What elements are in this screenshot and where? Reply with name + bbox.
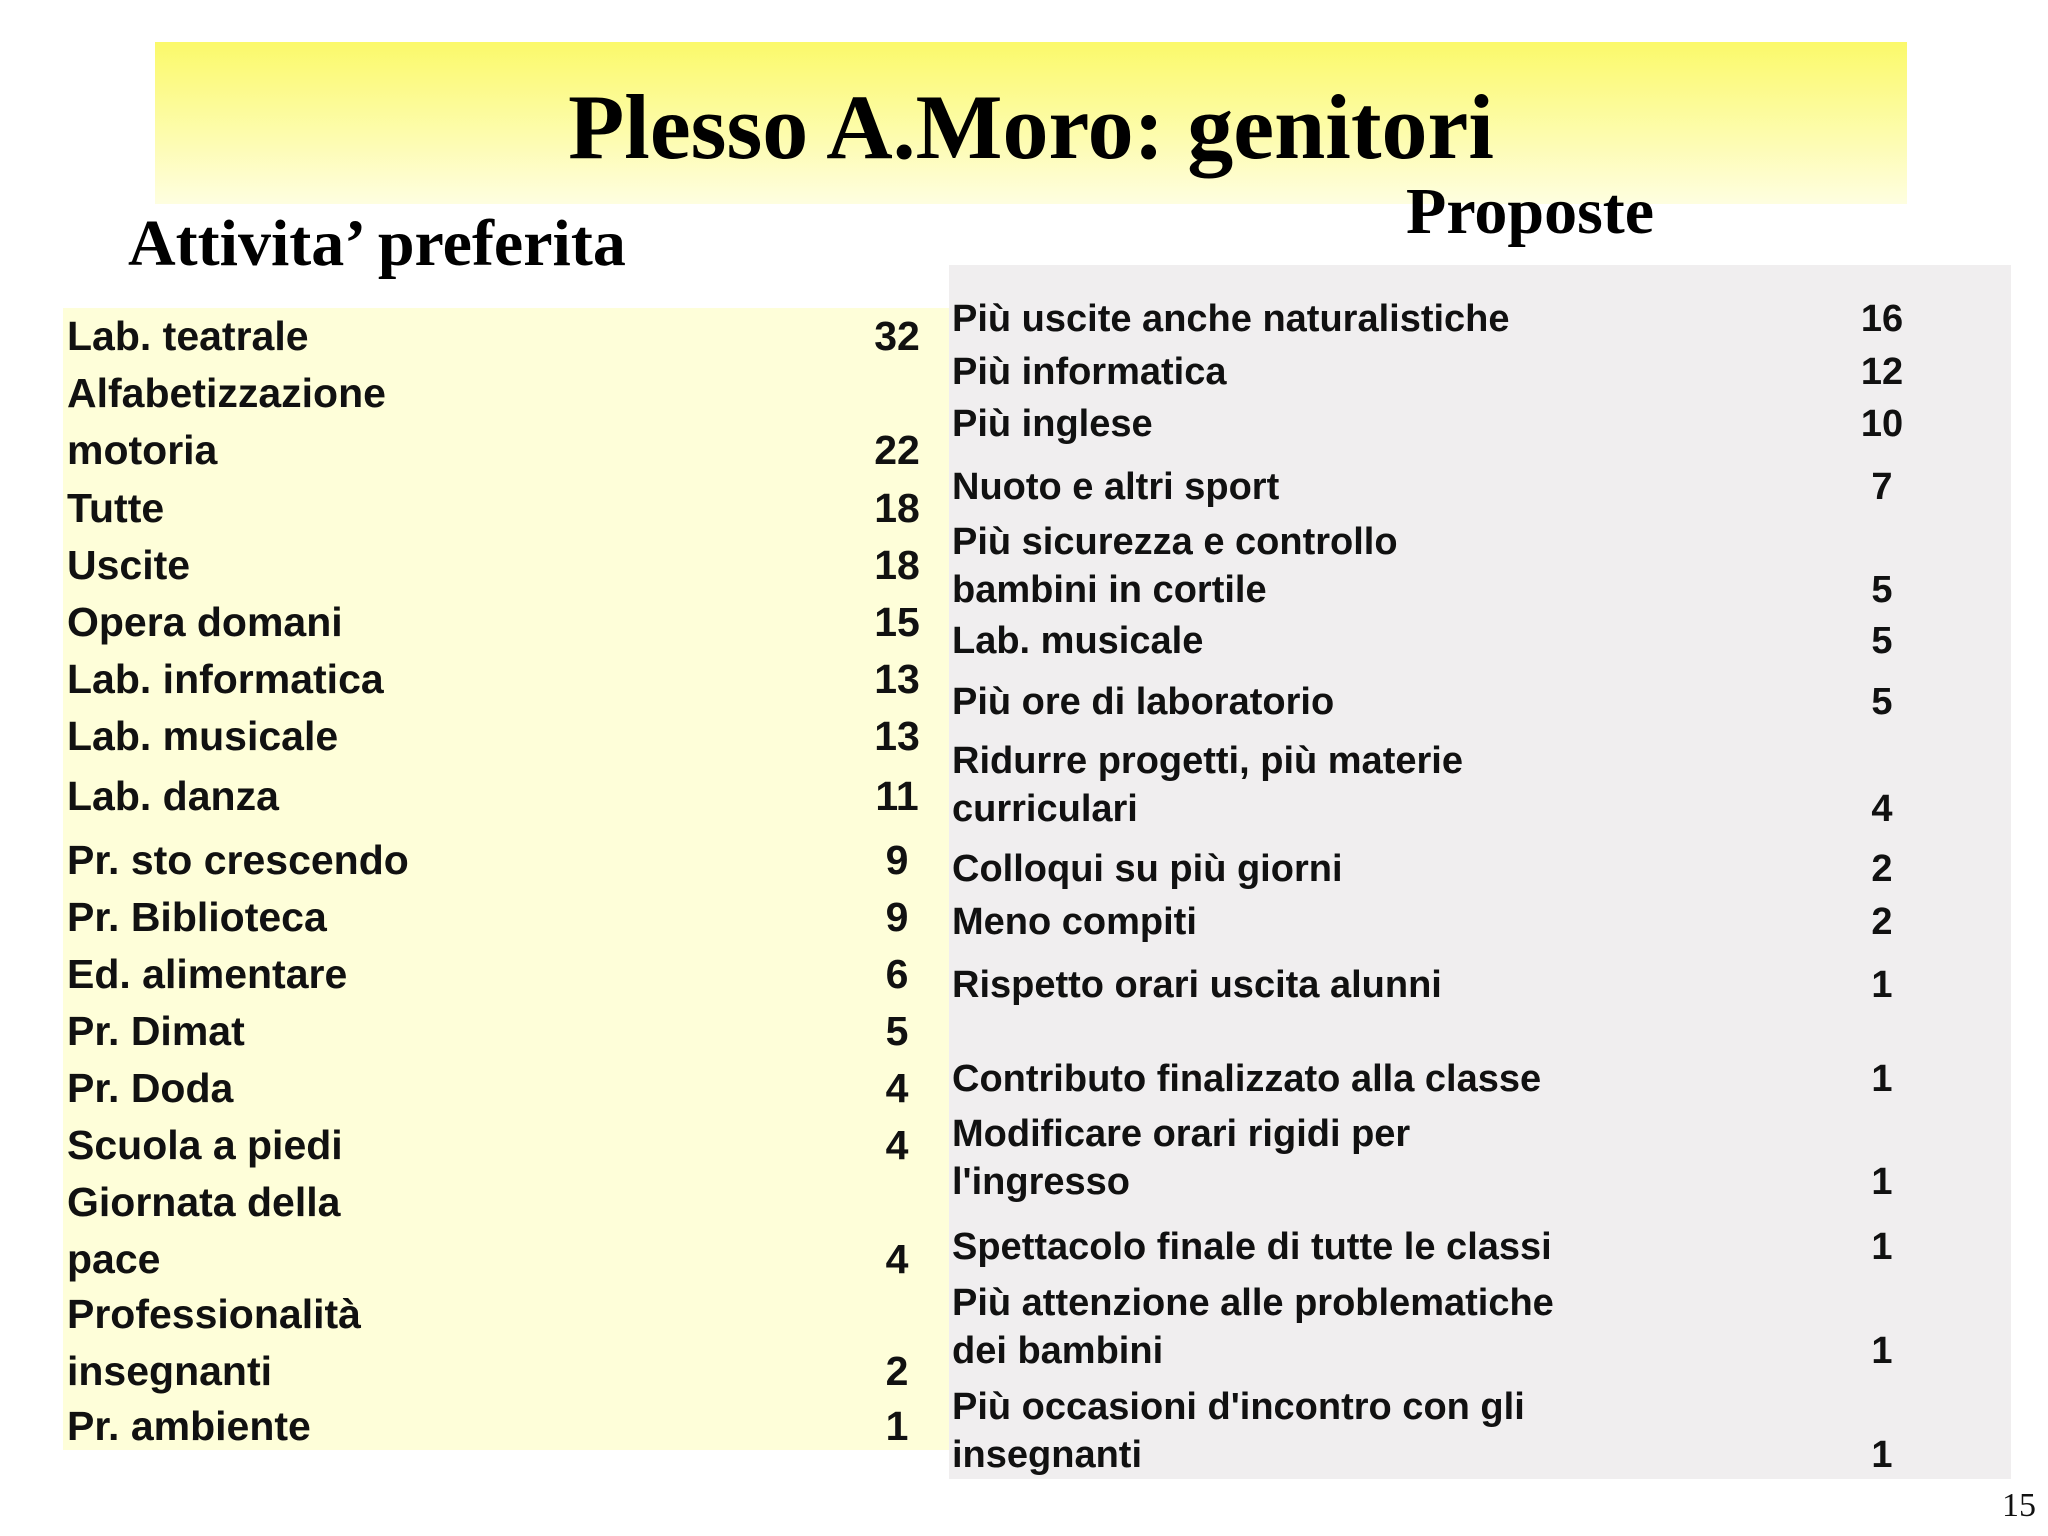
attivita-label: Pr. sto crescendo — [67, 837, 409, 883]
proposta-row — [952, 898, 1952, 946]
proposta-row — [952, 1110, 1952, 1206]
proposta-label: Colloqui su più giorni — [952, 848, 1343, 890]
proposta-label: Spettacolo finale di tutte le classi — [952, 1226, 1552, 1268]
attivita-row — [67, 1003, 909, 1060]
proposta-row — [952, 961, 1952, 1009]
attivita-row — [67, 1117, 909, 1174]
attivita-value: 4 — [885, 1122, 909, 1168]
attivita-value: 9 — [885, 837, 909, 883]
proposta-label: Più occasioni d'incontro con gli insegnanti — [952, 1386, 1525, 1476]
attivita-label: Lab. teatrale — [67, 313, 309, 359]
attivita-row — [67, 1286, 909, 1400]
proposta-label: Nuoto e altri sport — [952, 466, 1280, 508]
proposta-value: 4 — [1871, 788, 1893, 830]
proposta-label: Lab. musicale — [952, 620, 1204, 662]
proposta-row — [952, 1279, 1952, 1375]
proposta-value: 1 — [1871, 964, 1893, 1006]
proposta-label: Rispetto orari uscita alunni — [952, 964, 1442, 1006]
attivita-value: 4 — [885, 1236, 909, 1282]
proposta-label: Più inglese — [952, 403, 1153, 445]
proposta-row — [952, 463, 1952, 511]
slide-title: Plesso A.Moro: genitori — [568, 76, 1494, 178]
attivita-label: Professionalità insegnanti — [67, 1291, 361, 1394]
proposta-value: 1 — [1871, 1434, 1893, 1476]
proposta-value: 5 — [1871, 620, 1893, 662]
proposta-value: 5 — [1871, 681, 1893, 723]
proposta-label: Più informatica — [952, 351, 1227, 393]
attivita-value: 6 — [885, 951, 909, 997]
attivita-row — [67, 651, 920, 708]
attivita-label: Opera domani — [67, 599, 343, 645]
attivita-value: 5 — [885, 1008, 909, 1054]
proposta-value: 1 — [1871, 1226, 1893, 1268]
page-number: 15 — [2002, 1487, 2036, 1524]
proposta-row — [952, 1055, 1952, 1103]
attivita-label: Scuola a piedi — [67, 1122, 343, 1168]
attivita-label: Giornata della pace — [67, 1179, 341, 1282]
attivita-row — [67, 308, 920, 365]
proposta-row — [952, 737, 1952, 833]
attivita-value: 18 — [874, 485, 920, 531]
proposta-label: Più attenzione alle problematiche dei bambini — [952, 1282, 1554, 1372]
proposta-value: 2 — [1871, 848, 1893, 890]
proposta-label: Ridurre progetti, più materie curriculari — [952, 740, 1463, 830]
proposta-value: 1 — [1871, 1161, 1893, 1203]
attivita-row — [67, 946, 909, 1003]
proposta-row — [952, 400, 1952, 448]
attivita-label: Tutte — [67, 485, 165, 531]
attivita-row — [67, 889, 909, 946]
proposta-label: Modificare orari rigidi per l'ingresso — [952, 1113, 1411, 1203]
proposta-row — [952, 1383, 1952, 1479]
attivita-row — [67, 708, 920, 765]
proposte-heading: Proposte — [1406, 175, 1655, 248]
attivita-row — [67, 365, 920, 479]
proposta-value: 1 — [1871, 1058, 1893, 1100]
attivita-label: Pr. Doda — [67, 1065, 234, 1111]
proposta-label: Più ore di laboratorio — [952, 681, 1335, 723]
attivita-value: 4 — [885, 1065, 909, 1111]
proposta-row — [952, 617, 1952, 665]
proposta-value: 10 — [1860, 403, 1904, 445]
attivita-label: Alfabetizzazione motoria — [67, 370, 386, 473]
attivita-row — [67, 1398, 909, 1455]
attivita-label: Pr. ambiente — [67, 1403, 311, 1449]
proposta-value: 12 — [1860, 351, 1904, 393]
proposta-row — [952, 295, 1952, 343]
attivita-row — [67, 1060, 909, 1117]
proposta-row — [952, 1223, 1952, 1271]
attivita-value: 18 — [874, 542, 920, 588]
attivita-label: Uscite — [67, 542, 191, 588]
proposta-row — [952, 348, 1952, 396]
proposta-label: Più sicurezza e controllo bambini in cortile — [952, 521, 1398, 611]
attivita-value: 13 — [874, 656, 920, 702]
attivita-row — [67, 594, 920, 651]
proposta-value: 5 — [1871, 569, 1893, 611]
proposta-row — [952, 845, 1952, 893]
attivita-label: Pr. Dimat — [67, 1008, 245, 1054]
attivita-value: 13 — [874, 713, 920, 759]
proposta-label: Più uscite anche naturalistiche — [952, 298, 1510, 340]
attivita-row — [67, 1174, 909, 1288]
proposta-row — [952, 518, 1952, 614]
attivita-row — [67, 537, 920, 594]
proposta-value: 1 — [1871, 1330, 1893, 1372]
attivita-label: Lab. informatica — [67, 656, 384, 702]
attivita-label: Ed. alimentare — [67, 951, 348, 997]
proposta-value: 16 — [1860, 298, 1904, 340]
attivita-value: 11 — [875, 773, 919, 819]
proposta-row — [952, 678, 1952, 726]
attivita-label: Lab. danza — [67, 773, 279, 819]
attivita-value: 2 — [885, 1348, 909, 1394]
attivita-label: Pr. Biblioteca — [67, 894, 327, 940]
attivita-row — [67, 832, 909, 889]
attivita-value: 15 — [874, 599, 920, 645]
proposta-label: Meno compiti — [952, 901, 1197, 943]
attivita-value: 9 — [885, 894, 909, 940]
attivita-value: 32 — [874, 313, 920, 359]
attivita-row — [67, 480, 920, 537]
attivita-heading: Attivita’ preferita — [128, 207, 626, 280]
attivita-label: Lab. musicale — [67, 713, 339, 759]
proposta-value: 7 — [1871, 466, 1893, 508]
attivita-value: 22 — [874, 427, 920, 473]
attivita-row — [67, 768, 919, 825]
attivita-value: 1 — [885, 1403, 909, 1449]
proposta-label: Contributo finalizzato alla classe — [952, 1058, 1542, 1100]
proposta-value: 2 — [1871, 901, 1893, 943]
